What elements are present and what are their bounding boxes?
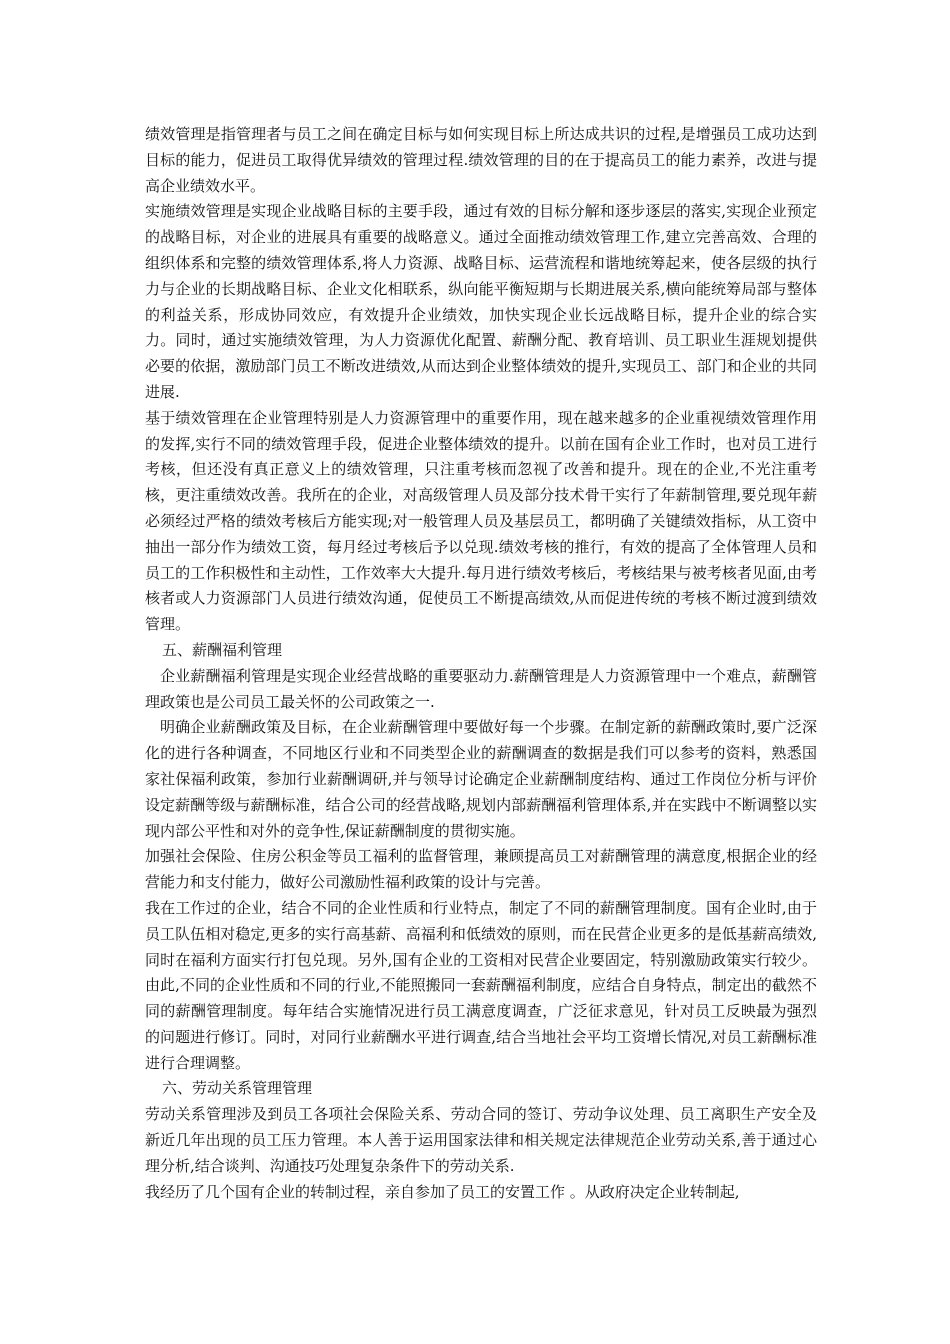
paragraph-performance-definition: 绩效管理是指管理者与员工之间在确定目标与如何实现目标上所达成共识的过程,是增强员工成功达到目标的能力，促进员工取得优异绩效的管理过程.绩效管理的目的在于提高员工的能力素养，改进与提高企业绩效水平。 bbox=[145, 125, 817, 195]
paragraph-labor-relations-scope: 劳动关系管理涉及到员工各项社会保险关系、劳动合同的签订、劳动争议处理、员工离职生产安全及新近几年出现的员工压力管理。本人善于运用国家法律和相关规定法律规范企业劳动关系,善于通过心理分析,结合谈判、沟通技巧处理复杂条件下的劳动关系. bbox=[145, 1105, 817, 1175]
paragraph-welfare-supervision: 加强社会保险、住房公积金等员工福利的监督管理，兼顾提高员工对薪酬管理的满意度,根据企业的经营能力和支付能力，做好公司激励性福利政策的设计与完善。 bbox=[145, 847, 817, 892]
paragraph-performance-practice: 基于绩效管理在企业管理特别是人力资源管理中的重要作用，现在越来越多的企业重视绩效管理作用的发挥,实行不同的绩效管理手段，促进企业整体绩效的提升。以前在国有企业工作时，也对员工进行考核，但还没有真正意义上的绩效管理，只注重考核而忽视了改善和提升。现在的企业,不光注重考核，更注重绩效改善。我所在的企业，对高级管理人员及部分技术骨干实行了年薪制管理,要兑现年薪必须经过严格的绩效考核后方能实现;对一般管理人员及基层员工，都明确了关键绩效指标，从工资中抽出一部分作为绩效工资，每月经过考核后予以兑现.绩效考核的推行，有效的提高了全体管理人员和员工的工作积极性和主动性，工作效率大大提升.每月进行绩效考核后，考核结果与被考核者见面,由考核者或人力资源部门人员进行绩效沟通，促使员工不断提高绩效,从而促进传统的考核不断过渡到绩效管理。 bbox=[145, 408, 817, 634]
document-body bbox=[145, 122, 817, 1205]
section-heading-compensation: 五、薪酬福利管理 bbox=[162, 640, 283, 659]
paragraph-compensation-intro: 企业薪酬福利管理是实现企业经营战略的重要驱动力.薪酬管理是人力资源管理中一个难点，薪酬管理政策也是公司员工最关怀的公司政策之一. bbox=[145, 666, 817, 711]
paragraph-performance-importance: 实施绩效管理是实现企业战略目标的主要手段，通过有效的目标分解和逐步逐层的落实,实现企业预定的战略目标，对企业的进展具有重要的战略意义。通过全面推动绩效管理工作,建立完善高效、合理的组织体系和完整的绩效管理体系,将人力资源、战略目标、运营流程和谐地统筹起来，使各层级的执行力与企业的长期战略目标、企业文化相联系，纵向能平衡短期与长期进展关系,横向能统筹局部与整体的利益关系，形成协同效应，有效提升企业绩效，加快实现企业长远战略目标，提升企业的综合实力。同时，通过实施绩效管理，为人力资源优化配置、薪酬分配、教育培训、员工职业生涯规划提供必要的依据，激励部门员工不断改进绩效,从而达到企业整体绩效的提升,实现员工、部门和企业的共同进展. bbox=[145, 202, 817, 401]
section-heading-labor-relations: 六、劳动关系管理管理 bbox=[162, 1079, 313, 1098]
paragraph-compensation-policy: 明确企业薪酬政策及目标，在企业薪酬管理中要做好每一个步骤。在制定新的薪酬政策时,要广泛深化的进行各种调查，不同地区行业和不同类型企业的薪酬调查的数据是我们可以参考的资料，熟悉国家社保福利政策，参加行业薪酬调研,并与领导讨论确定企业薪酬制度结构、通过工作岗位分析与评价设定薪酬等级与薪酬标准，结合公司的经营战略,规划内部薪酬福利管理体系,并在实践中不断调整以实现内部公平性和对外的竞争性,保证薪酬制度的贯彻实施。 bbox=[145, 718, 817, 840]
paragraph-compensation-experience: 我在工作过的企业，结合不同的企业性质和行业特点，制定了不同的薪酬管理制度。国有企业时,由于员工队伍相对稳定,更多的实行高基薪、高福利和低绩效的原则，而在民营企业更多的是低基薪高绩效,同时在福利方面实行打包兑现。另外,国有企业的工资相对民营企业要固定，特别激励政策实行较少。由此,不同的企业性质和不同的行业,不能照搬同一套薪酬福利制度，应结合自身特点，制定出的截然不同的薪酬管理制度。每年结合实施情况进行员工满意度调查，广泛征求意见，针对员工反映最为强烈的问题进行修订。同时，对同行业薪酬水平进行调查,结合当地社会平均工资增长情况,对员工薪酬标准进行合理调整。 bbox=[145, 898, 817, 1072]
paragraph-labor-relations-experience: 我经历了几个国有企业的转制过程，亲自参加了员工的安置工作 。从政府决定企业转制起, bbox=[145, 1182, 740, 1201]
